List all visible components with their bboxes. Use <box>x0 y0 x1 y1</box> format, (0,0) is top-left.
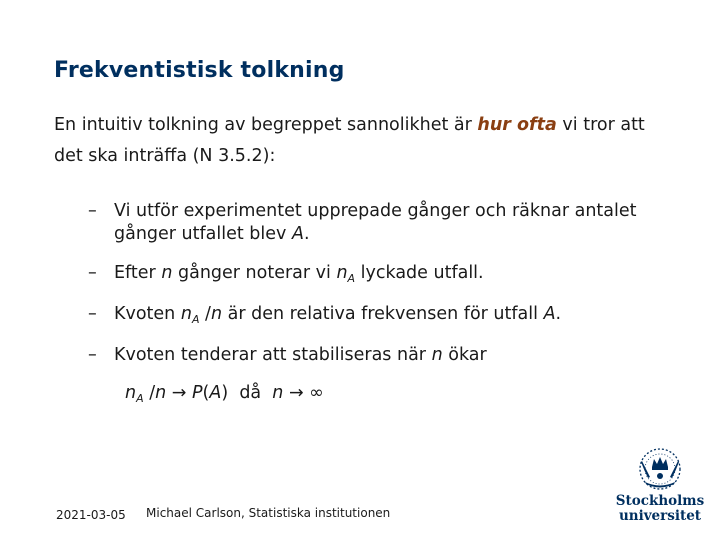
math-var: n <box>155 383 167 403</box>
math-sub: A <box>191 313 200 326</box>
math-text: då <box>228 383 273 403</box>
intro-text-1: En intuitiv tolkning av begreppet sannolikhet är <box>54 115 472 135</box>
intro-text-2: vi tror att det ska inträffa (N 3.5.2): <box>54 115 645 166</box>
bullet-item-experiment <box>88 200 678 246</box>
math-var: n <box>336 263 348 283</box>
bullet-text: ökar <box>448 345 487 365</box>
math-slash: / <box>143 383 156 403</box>
math-sub: A <box>136 392 144 405</box>
math-paren: ) <box>221 383 229 403</box>
bullet-item-ratio <box>88 303 678 326</box>
math-arrow: → <box>166 383 192 403</box>
bullet-text: är den relativa frekvensen för utfall <box>227 304 538 324</box>
bullet-item-stabilize <box>88 344 678 367</box>
limit-formula <box>125 383 324 403</box>
math-var: n <box>180 304 192 324</box>
math-var: n <box>125 383 137 403</box>
punct: . <box>555 304 562 324</box>
intro-highlight: hur ofta <box>477 115 557 135</box>
university-logo <box>612 447 708 527</box>
math-sub: A <box>347 272 356 285</box>
crown-emblem-icon <box>612 447 708 495</box>
bullet-text: Efter <box>114 263 156 283</box>
punct: . <box>303 224 310 244</box>
math-paren: ( <box>202 383 210 403</box>
bullet-text: Kvoten <box>114 304 176 324</box>
intro-paragraph <box>54 110 674 172</box>
bullet-text: lyckade utfall. <box>360 263 484 283</box>
bullet-item-after-n <box>88 262 678 285</box>
bullet-dash: – <box>88 263 97 283</box>
slide-title: Frekventistisk tolkning <box>54 58 345 83</box>
math-var: A <box>209 383 222 403</box>
bullet-text: Vi utför experimentet upprepade gånger och räknar antalet gånger utfallet blev <box>114 201 637 244</box>
math-var: A <box>291 224 304 244</box>
bullet-text: Kvoten tenderar att stabiliseras när <box>114 345 426 365</box>
math-var: n <box>210 304 223 324</box>
math-var: n <box>161 263 173 283</box>
math-limit: → ∞ <box>283 383 324 403</box>
bullet-dash: – <box>88 345 97 365</box>
bullet-text: gånger noterar vi <box>177 263 331 283</box>
logo-line-1: Stockholms <box>615 493 705 509</box>
footer-date: 2021-03-05 <box>56 508 126 522</box>
bullet-list <box>88 200 678 367</box>
bullet-dash: – <box>88 304 97 324</box>
logo-line-2: universitet <box>618 508 702 524</box>
bullet-dash: – <box>88 201 97 221</box>
math-var: A <box>543 304 556 324</box>
footer-author: Michael Carlson, Statistiska institutionen <box>146 506 391 520</box>
math-var: n <box>272 383 284 403</box>
logo-wordmark <box>612 494 708 524</box>
math-var: n <box>431 345 443 365</box>
math-slash: / <box>205 304 211 324</box>
math-prob: P <box>191 383 203 403</box>
